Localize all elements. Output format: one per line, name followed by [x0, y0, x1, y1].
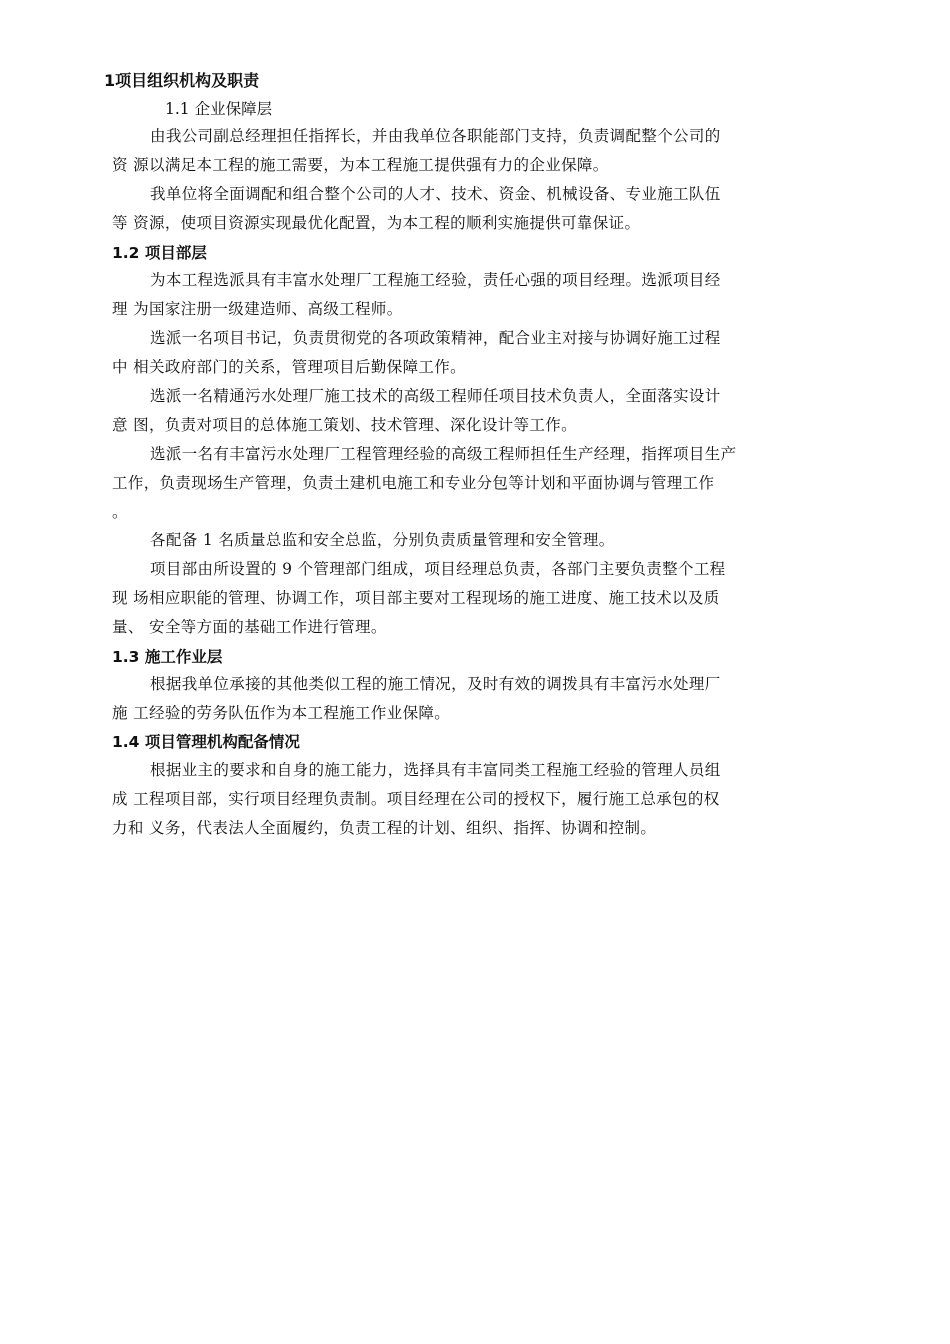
- paragraph-line: 工作，负责现场生产管理，负责土建机电施工和专业分包等计划和平面协调与管理工作: [112, 474, 715, 492]
- paragraph-line: 选派一名项目书记，负责贯彻党的各项政策精神，配合业主对接与协调好施工过程: [150, 329, 721, 347]
- paragraph-line: 根据业主的要求和自身的施工能力，选择具有丰富同类工程施工经验的管理人员组: [150, 761, 721, 779]
- paragraph-1-3-a: [112, 670, 864, 728]
- paragraph-line: 项目部由所设置的 9 个管理部门组成，项目经理总负责，各部门主要负责整个工程: [150, 560, 726, 578]
- paragraph-line: 施 工经验的劳务队伍作为本工程施工作业保障。: [112, 704, 451, 722]
- paragraph-line: 为本工程选派具有丰富水处理厂工程施工经验，责任心强的项目经理。选派项目经: [150, 271, 721, 289]
- section-heading-1-3: 1.3 施工作业层: [112, 648, 223, 666]
- paragraph-1-1-b: [112, 180, 864, 238]
- paragraph-1-2-e: [112, 526, 864, 555]
- paragraph-line: 等 资源，使项目资源实现最优化配置，为本工程的顺利实施提供可靠保证。: [112, 214, 641, 232]
- paragraph-line: 现 场相应职能的管理、协调工作，项目部主要对工程现场的施工进度、施工技术以及质: [112, 589, 720, 607]
- paragraph-line: 。: [112, 503, 128, 521]
- paragraph-line: 量、 安全等方面的基础工作进行管理。: [112, 618, 387, 636]
- paragraph-line: 我单位将全面调配和组合整个公司的人才、技术、资金、机械设备、专业施工队伍: [150, 185, 721, 203]
- paragraph-1-4-a: [112, 756, 864, 843]
- paragraph-1-2-f: [112, 555, 864, 642]
- paragraph-line: 选派一名有丰富污水处理厂工程管理经验的高级工程师担任生产经理，指挥项目生产: [150, 445, 737, 463]
- paragraph-1-2-b: [112, 324, 864, 382]
- section-heading-1-1: 1.1 企业保障层: [165, 100, 273, 118]
- paragraph-line: 成 工程项目部，实行项目经理负责制。项目经理在公司的授权下，履行施工总承包的权: [112, 790, 720, 808]
- paragraph-line: 中 相关政府部门的关系，管理项目后勤保障工作。: [112, 358, 466, 376]
- paragraph-line: 选派一名精通污水处理厂施工技术的高级工程师任项目技术负责人，全面落实设计: [150, 387, 721, 405]
- paragraph-line: 理 为国家注册一级建造师、高级工程师。: [112, 300, 403, 318]
- section-heading-1-4: 1.4 项目管理机构配备情况: [112, 733, 300, 751]
- paragraph-line: 根据我单位承接的其他类似工程的施工情况，及时有效的调拨具有丰富污水处理厂: [150, 675, 721, 693]
- paragraph-1-1-a: [112, 122, 864, 180]
- paragraph-line: 由我公司副总经理担任指挥长，并由我单位各职能部门支持，负责调配整个公司的: [150, 127, 721, 145]
- paragraph-line: 意 图，负责对项目的总体施工策划、技术管理、深化设计等工作。: [112, 416, 577, 434]
- paragraph-1-2-a: [112, 266, 864, 324]
- paragraph-line: 各配备 1 名质量总监和安全总监，分别负责质量管理和安全管理。: [150, 531, 615, 549]
- paragraph-line: 资 源以满足本工程的施工需要，为本工程施工提供强有力的企业保障。: [112, 156, 609, 174]
- paragraph-1-2-c: [112, 382, 864, 440]
- paragraph-line: 力和 义务，代表法人全面履约，负责工程的计划、组织、指挥、协调和控制。: [112, 819, 657, 837]
- section-heading-1-2: 1.2 项目部层: [112, 244, 207, 262]
- paragraph-1-2-d: [112, 440, 864, 527]
- main-heading: 1项目组织机构及职责: [104, 71, 260, 90]
